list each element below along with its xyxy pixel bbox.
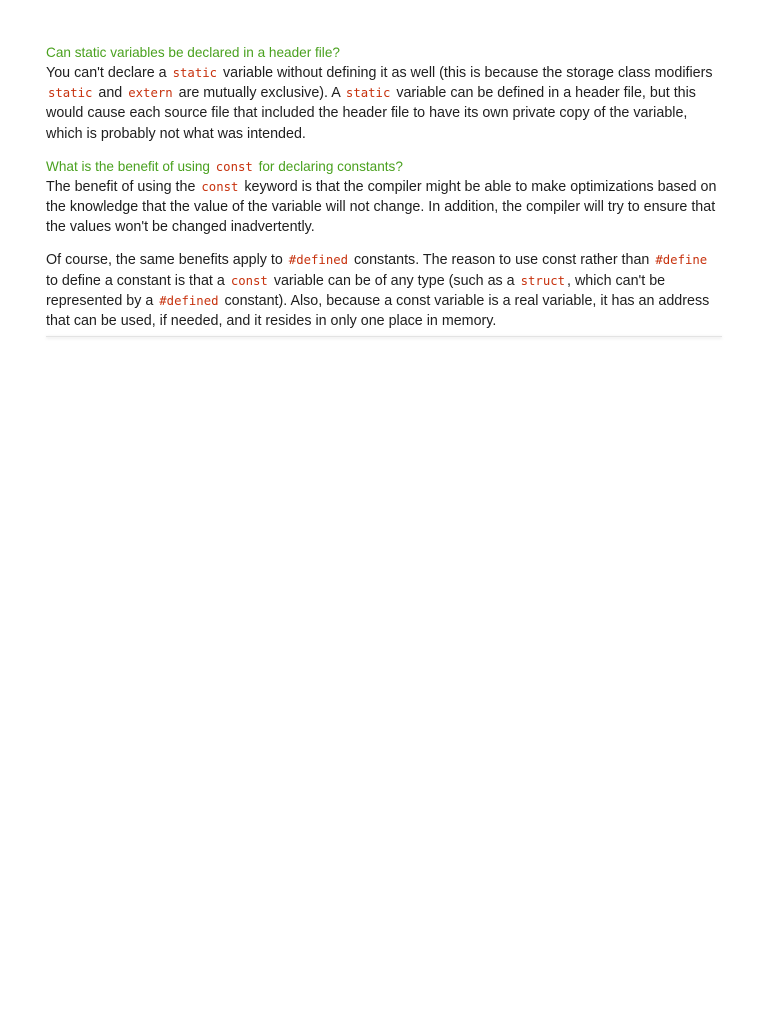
inline-code: #defined xyxy=(288,253,349,268)
inline-code: #defined xyxy=(159,293,219,308)
inline-code: struct xyxy=(520,273,566,288)
question-heading xyxy=(46,43,722,63)
section-divider xyxy=(46,336,722,337)
answer-text: and xyxy=(94,85,127,102)
answer-text: are mutually exclusive). A xyxy=(174,85,344,102)
answer-text: , which can't be represented by a xyxy=(46,272,666,309)
question-heading xyxy=(46,157,722,177)
inline-code: static xyxy=(345,86,391,101)
question-text: What is the benefit of using xyxy=(46,158,214,174)
answer-text: Of course, the same benefits apply to xyxy=(46,252,287,269)
document-page xyxy=(46,43,722,350)
inline-code: const xyxy=(215,159,253,174)
answer-paragraph xyxy=(46,177,722,238)
answer-text: You can't declare a xyxy=(46,65,171,81)
answer-text: to define a constant is that a xyxy=(46,272,229,289)
answer-text: variable can be of any type (such as a xyxy=(269,272,519,289)
answer-paragraph xyxy=(46,250,722,331)
inline-code: static xyxy=(172,66,218,80)
answer-text: keyword is that the compiler might be able to make optimizations based on the knowledge that the value of the variable will not change. In addition, the compiler will try to ensure that the values won't be changed inadvertently. xyxy=(46,178,717,236)
answer-paragraph xyxy=(46,63,722,144)
inline-code: static xyxy=(48,86,93,101)
faq-const-vs-define xyxy=(46,250,722,337)
faq-static-header xyxy=(46,43,722,144)
answer-text: variable without defining it as well (this is because the storage class modifiers xyxy=(219,65,713,81)
faq-const-benefit xyxy=(46,157,722,238)
question-text: for declaring constants? xyxy=(254,158,403,174)
inline-code: const xyxy=(201,179,239,194)
answer-text: constant). Also, because a const variable is a real variable, it has an address that can be used, if needed, and it resides in only one place in memory. xyxy=(46,292,710,330)
inline-code: const xyxy=(230,273,268,288)
inline-code: extern xyxy=(128,86,173,101)
answer-text: variable can be defined in a header file, but this would cause each source file that included the header file to have its own private copy of the variable, which is probably not what was intended. xyxy=(46,85,696,142)
answer-text: The benefit of using the xyxy=(46,178,200,195)
answer-text: constants. The reason to use const rather than xyxy=(350,252,654,269)
inline-code: #define xyxy=(655,253,708,268)
question-text: Can static variables be declared in a header file? xyxy=(46,45,340,60)
